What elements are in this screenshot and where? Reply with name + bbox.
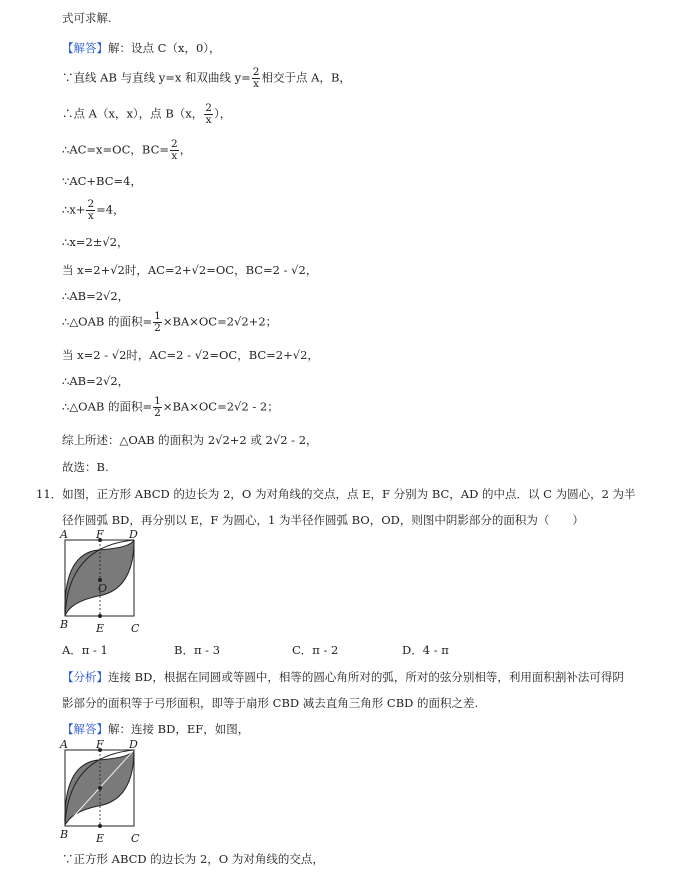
denominator: 2 (154, 407, 161, 419)
fraction (170, 139, 179, 162)
text-span: ∴x+ (62, 202, 86, 217)
text-span: ∴△OAB 的面积= (62, 314, 153, 329)
point-e (98, 824, 102, 828)
option-d: D．4 - π (402, 643, 449, 657)
numerator: 1 (154, 395, 161, 407)
text-line: ∴AB=2√2， (62, 289, 130, 303)
numerator: 2 (205, 102, 212, 114)
text-line: 故选：B. (62, 460, 109, 474)
geometry-figure-1 (58, 530, 148, 636)
text-line: 综上所述：△OAB 的面积为 2√2+2 或 2√2 - 2， (62, 433, 318, 447)
text-line: 式可求解. (62, 11, 112, 25)
option-b: B．π - 3 (174, 643, 221, 657)
label-b: B (60, 618, 69, 631)
text-line: 当 x=2+√2时，AC=2+√2=OC，BC=2 - √2， (62, 263, 318, 277)
numerator: 1 (154, 310, 161, 322)
label-c: C (131, 622, 140, 635)
text-line (62, 67, 351, 90)
fraction (153, 311, 162, 334)
option-c: C．π - 2 (292, 643, 339, 657)
solution-line (62, 721, 249, 737)
option-a: A．π - 1 (62, 643, 108, 657)
answer-line (62, 40, 221, 56)
label-e: E (96, 622, 105, 635)
analysis-line: 影部分的面积等于弓形面积，即等于扇形 CBD 减去直角三角形 CBD 的面积之差. (62, 696, 479, 710)
analysis-line (62, 669, 624, 685)
numerator: 2 (87, 198, 95, 210)
text-span: ∵直线 AB 与直线 y=x 和双曲线 y= (62, 70, 251, 85)
denominator: x (171, 150, 178, 162)
label-b: B (60, 828, 69, 841)
solution-line: ∵正方形 ABCD 的边长为 2，O 为对角线的交点， (62, 852, 324, 866)
fraction (252, 67, 261, 90)
text-line (62, 103, 231, 126)
text-line (62, 139, 191, 162)
text-line: 当 x=2 - √2时，AC=2 - √2=OC，BC=2+√2， (62, 348, 319, 362)
denominator: x (253, 78, 260, 90)
shaded-region (65, 540, 134, 616)
label-d: D (129, 740, 138, 751)
label-f: F (96, 740, 104, 751)
text-span: ×BA×OC=2√2+2； (162, 314, 278, 329)
denominator: x (205, 114, 212, 126)
text-line: ∴x=2±√2， (62, 235, 129, 249)
point-e (98, 614, 102, 618)
label-e: E (96, 832, 105, 845)
label-f: F (96, 530, 104, 541)
text-line (62, 199, 125, 222)
question-line: 11．如图，正方形 ABCD 的边长为 2，O 为对角线的交点，点 E，F 分别为 BC，AD 的中点．以 C 为圆心，2 为半 (36, 487, 636, 501)
text-span: ∴△OAB 的面积= (62, 399, 153, 414)
text-span: ×BA×OC=2√2 - 2； (162, 399, 279, 414)
text-span: ∴点 A（x，x），点 B（x， (62, 106, 204, 121)
answer-text: 解：设点 C（x，0）， (108, 41, 221, 55)
label-d: D (129, 530, 138, 541)
text-span: ）， (213, 106, 232, 121)
text-span: ∴AC=x=OC，BC= (62, 142, 170, 157)
text-line (62, 396, 279, 419)
solution-tag: 【解答】 (62, 722, 108, 736)
fraction (153, 396, 162, 419)
text-line: ∴AB=2√2， (62, 374, 130, 388)
label-a: A (60, 740, 68, 751)
point-o (98, 786, 102, 790)
text-span: =4， (96, 202, 125, 217)
numerator: 2 (171, 138, 178, 150)
analysis-text: 连接 BD，根据在同圆或等圆中，相等的圆心角所对的弧，所对的弦分别相等，利用面积割补法可得阴 (108, 670, 624, 684)
fraction (86, 199, 95, 222)
text-span: 相交于点 A，B， (261, 70, 351, 85)
numerator: 2 (252, 66, 260, 78)
analysis-tag: 【分析】 (62, 670, 108, 684)
question-line: 径作圆弧 BD，再分别以 E，F 为圆心，1 为半径作圆弧 BO，OD，则图中阴影部分的面积为（ ） (62, 513, 584, 527)
label-o: O (98, 582, 108, 595)
text-line: ∵AC+BC=4， (62, 174, 142, 188)
answer-tag: 【解答】 (62, 41, 108, 55)
denominator: x (87, 210, 94, 222)
label-c: C (131, 832, 140, 845)
label-a: A (60, 530, 68, 541)
geometry-figure-2 (58, 740, 148, 846)
text-span: ， (179, 142, 192, 157)
text-line (62, 311, 277, 334)
solution-text: 解：连接 BD，EF，如图， (108, 722, 250, 736)
denominator: 2 (154, 322, 161, 334)
fraction (204, 103, 213, 126)
